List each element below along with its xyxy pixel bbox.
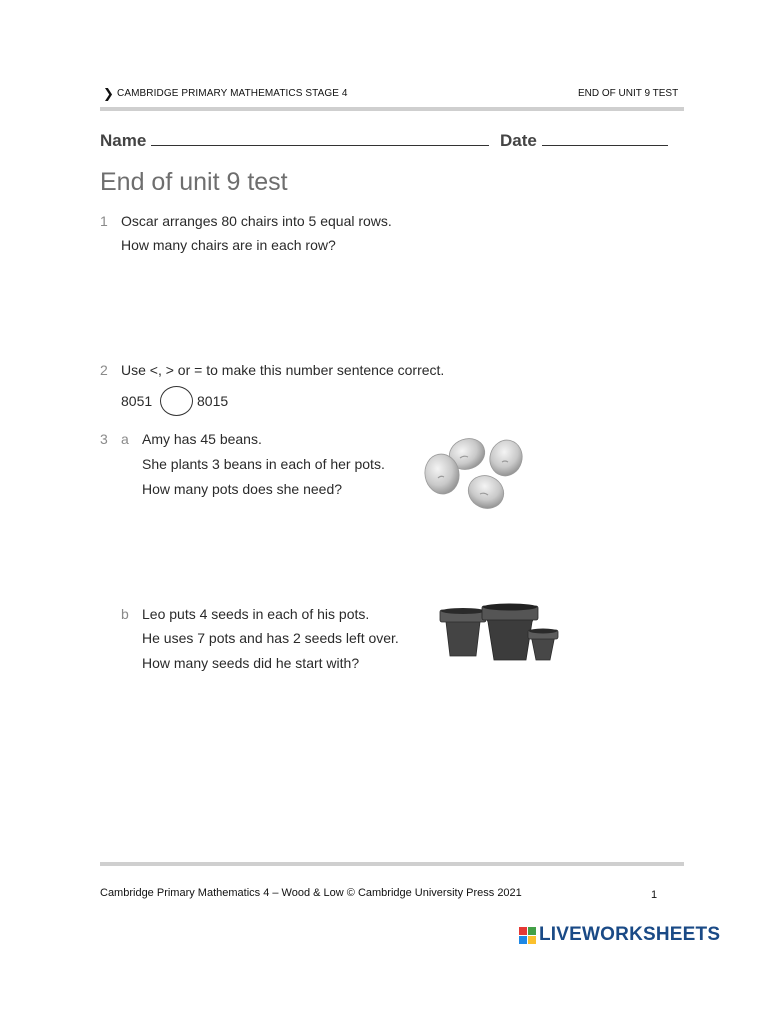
page-number: 1 <box>651 889 658 901</box>
question-text: How many pots does she need? <box>142 481 343 497</box>
question-text: Leo puts 4 seeds in each of his pots. <box>142 606 370 622</box>
date-field <box>500 130 668 151</box>
running-header-left <box>103 87 348 100</box>
date-label: Date <box>500 131 537 150</box>
header-series-title: CAMBRIDGE PRIMARY MATHEMATICS STAGE 4 <box>117 88 348 99</box>
subpart-label: b <box>121 606 129 622</box>
question-text: How many chairs are in each row? <box>121 237 336 253</box>
question-text: Oscar arranges 80 chairs into 5 equal rows. <box>121 213 392 229</box>
liveworksheets-logo[interactable] <box>519 924 720 946</box>
date-answer-line[interactable] <box>542 130 668 146</box>
name-field <box>100 130 489 151</box>
header-test-title: END OF UNIT 9 TEST <box>578 88 679 99</box>
name-answer-line[interactable] <box>151 130 489 146</box>
subpart-label: a <box>121 431 129 447</box>
comparison-right-number: 8015 <box>197 393 229 409</box>
footer-divider <box>100 862 684 866</box>
question-text: Use <, > or = to make this number sentence correct. <box>121 362 445 378</box>
question-text: He uses 7 pots and has 2 seeds left over. <box>142 630 399 646</box>
question-number: 2 <box>100 362 108 378</box>
page-title: End of unit 9 test <box>100 168 288 196</box>
beans-illustration <box>420 428 528 516</box>
brand-name: LIVEWORKSHEETS <box>539 924 721 945</box>
comparison-left-number: 8051 <box>121 393 153 409</box>
footer-credit: Cambridge Primary Mathematics 4 – Wood & Low © Cambridge University Press 2021 <box>100 887 522 899</box>
flower-pots-illustration <box>438 600 562 664</box>
question-text: How many seeds did he start with? <box>142 655 360 671</box>
chevron-right-icon: ❯ <box>103 86 114 101</box>
question-number: 1 <box>100 213 108 229</box>
name-label: Name <box>100 131 147 150</box>
question-text: Amy has 45 beans. <box>142 431 262 447</box>
comparison-answer-circle[interactable] <box>160 386 193 416</box>
liveworksheets-icon <box>519 927 536 944</box>
question-text: She plants 3 beans in each of her pots. <box>142 456 385 472</box>
question-number: 3 <box>100 431 108 447</box>
header-divider <box>100 107 684 111</box>
